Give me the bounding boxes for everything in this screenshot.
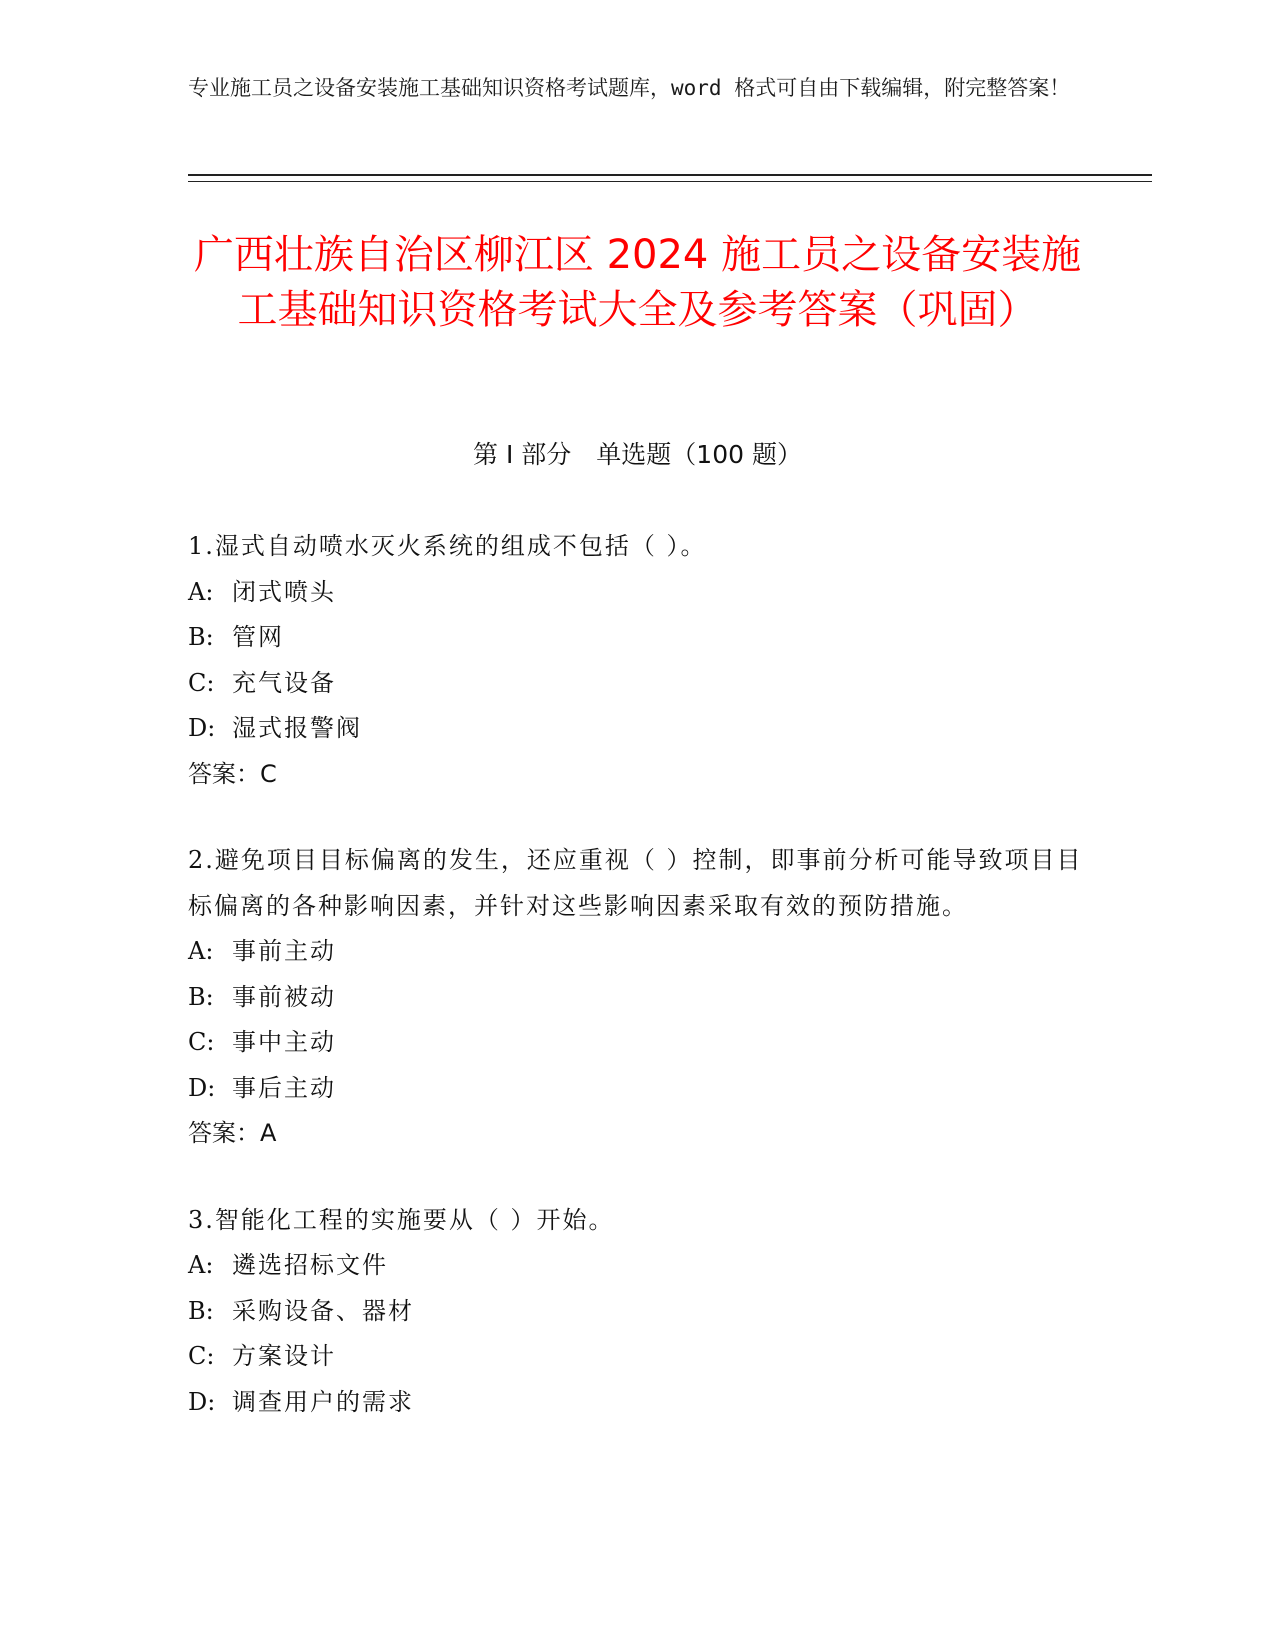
option-b [188,975,1088,1021]
option-key: B: [188,1296,214,1325]
option-key: C: [188,1028,215,1056]
question-3 [188,1198,1088,1426]
option-c [188,1334,1088,1380]
document-title: 广西壮族自治区柳江区 2024 施工员之设备安装施工基础知识资格考试大全及参考答案（巩固） [193,232,1082,333]
section-title: 第 I 部分 单选题（100 题） [473,440,802,469]
question-1 [188,524,1088,797]
header-rule-thick [188,174,1152,176]
option-text: 事前被动 [232,982,336,1011]
option-d [188,1380,1088,1426]
header-note: 专业施工员之设备安装施工基础知识资格考试题库，word 格式可自由下载编辑，附完整答案！ [188,76,1071,100]
option-text: 遴选招标文件 [232,1251,388,1279]
option-text: 湿式报警阀 [232,714,362,742]
question-stem: 2.避免项目目标偏离的发生，还应重视（ ）控制，即事前分析可能导致项目目标偏离的各种影响因素，并针对这些影响因素采取有效的预防措施。 [188,846,1083,920]
option-text: 充气设备 [232,668,336,697]
option-key: D: [188,1387,216,1416]
option-text: 采购设备、器材 [232,1296,414,1325]
option-text: 事前主动 [232,937,336,965]
option-text: 调查用户的需求 [232,1387,414,1416]
question-answer: 答案：C [188,759,277,788]
question-2 [188,838,1088,1157]
option-key: C: [188,668,215,697]
option-key: A: [188,577,214,606]
option-text: 事中主动 [232,1028,336,1056]
option-d [188,706,1088,752]
option-key: B: [188,982,214,1011]
option-key: D: [188,714,216,742]
option-a [188,570,1088,616]
option-b [188,1289,1088,1335]
option-key: B: [188,623,214,651]
option-a [188,1243,1088,1289]
option-key: C: [188,1342,215,1370]
option-key: A: [188,1251,214,1279]
option-c [188,661,1088,707]
option-key: A: [188,937,214,965]
option-a [188,929,1088,975]
option-d [188,1066,1088,1112]
option-text: 闭式喷头 [232,577,336,606]
question-stem: 3.智能化工程的实施要从（ ）开始。 [188,1205,615,1234]
question-stem: 1.湿式自动喷水灭火系统的组成不包括（ ）。 [188,532,707,560]
option-text: 管网 [232,623,284,651]
option-c [188,1020,1088,1066]
option-text: 事后主动 [232,1073,336,1102]
option-text: 方案设计 [232,1342,336,1370]
question-answer: 答案：A [188,1119,277,1147]
option-b [188,615,1088,661]
header-rule-thin [188,181,1152,182]
question-list [188,524,1088,1466]
option-key: D: [188,1073,216,1102]
